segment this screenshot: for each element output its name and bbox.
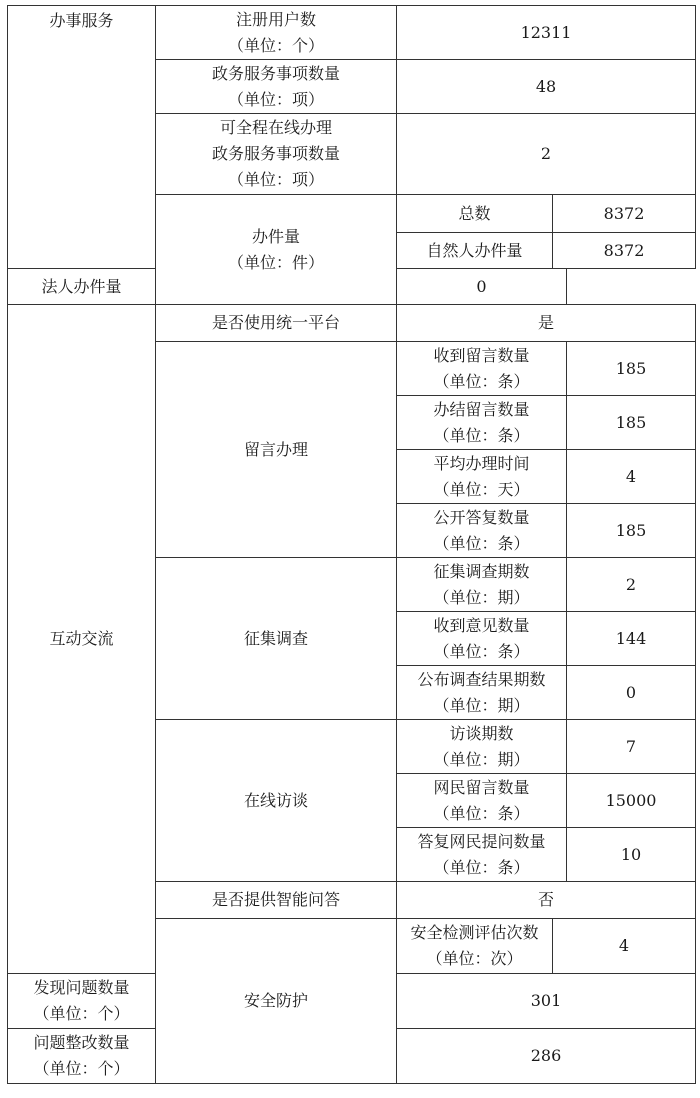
assessments-value: 4 bbox=[553, 919, 696, 974]
unit-label: （单位：期） bbox=[433, 695, 530, 715]
opinions-value: 144 bbox=[567, 612, 696, 666]
messages-group-label: 留言办理 bbox=[156, 342, 397, 558]
table-row bbox=[8, 305, 696, 342]
unit-label: （单位：条） bbox=[433, 641, 530, 661]
issues-fixed-label bbox=[8, 1029, 156, 1084]
unit-label: （单位：天） bbox=[433, 479, 530, 499]
messages-concluded-label bbox=[397, 396, 567, 450]
item-label: 可全程在线办理 bbox=[219, 118, 332, 137]
survey-results-value: 0 bbox=[567, 666, 696, 720]
item-label: 安全检测评估次数 bbox=[410, 923, 539, 942]
avg-time-value: 4 bbox=[567, 450, 696, 504]
cases-legal-label: 法人办件量 bbox=[8, 269, 156, 305]
opinions-label bbox=[397, 612, 567, 666]
online-items-value: 2 bbox=[397, 114, 696, 195]
public-replies-label bbox=[397, 504, 567, 558]
service-items-label bbox=[156, 60, 397, 114]
section-interaction: 互动交流 bbox=[8, 305, 156, 974]
survey-periods-value: 2 bbox=[567, 558, 696, 612]
avg-time-label bbox=[397, 450, 567, 504]
interview-periods-label bbox=[397, 720, 567, 774]
unit-label: （单位：件） bbox=[227, 252, 324, 272]
messages-concluded-value: 185 bbox=[567, 396, 696, 450]
answers-label bbox=[397, 828, 567, 882]
unit-label: （单位：项） bbox=[227, 89, 324, 109]
cases-legal-value: 0 bbox=[397, 269, 567, 305]
issues-fixed-value: 286 bbox=[397, 1029, 696, 1084]
item-label: 办结留言数量 bbox=[433, 399, 530, 419]
survey-group-label: 征集调查 bbox=[156, 558, 397, 720]
netizen-msgs-label bbox=[397, 774, 567, 828]
unit-label: （单位：条） bbox=[433, 803, 530, 823]
item-label: 注册用户数 bbox=[235, 9, 316, 29]
cases-natural-label: 自然人办件量 bbox=[397, 233, 553, 269]
unit-label: （单位：条） bbox=[433, 533, 530, 553]
interview-group-label: 在线访谈 bbox=[156, 720, 397, 882]
unit-label: （单位：条） bbox=[433, 857, 530, 877]
unified-platform-value: 是 bbox=[397, 305, 696, 342]
unit-label: （单位：个） bbox=[33, 1059, 130, 1078]
item-label: 政务服务事项数量 bbox=[211, 144, 340, 163]
survey-periods-label bbox=[397, 558, 567, 612]
smart-qa-label: 是否提供智能问答 bbox=[156, 882, 397, 919]
unit-label: （单位：次） bbox=[426, 949, 523, 968]
unified-platform-label: 是否使用统一平台 bbox=[156, 305, 397, 342]
unit-label: （单位：条） bbox=[433, 371, 530, 391]
smart-qa-value: 否 bbox=[397, 882, 696, 919]
unit-label: （单位：个） bbox=[227, 35, 324, 55]
cases-total-label: 总数 bbox=[397, 195, 553, 233]
section-service: 办事服务 bbox=[8, 6, 156, 269]
registered-users-label bbox=[156, 6, 397, 60]
unit-label: （单位：条） bbox=[433, 425, 530, 445]
item-label: 征集调查期数 bbox=[433, 561, 530, 581]
survey-results-label bbox=[397, 666, 567, 720]
netizen-msgs-value: 15000 bbox=[567, 774, 696, 828]
issues-found-value: 301 bbox=[397, 974, 696, 1029]
item-label: 政务服务事项数量 bbox=[211, 63, 340, 83]
cases-total-value: 8372 bbox=[553, 195, 696, 233]
interview-periods-value: 7 bbox=[567, 720, 696, 774]
cases-label bbox=[156, 195, 397, 305]
section-security: 安全防护 bbox=[156, 919, 397, 1084]
item-label: 收到意见数量 bbox=[433, 615, 530, 635]
answers-value: 10 bbox=[567, 828, 696, 882]
unit-label: （单位：个） bbox=[33, 1004, 130, 1023]
messages-received-value: 185 bbox=[567, 342, 696, 396]
item-label: 收到留言数量 bbox=[433, 345, 530, 365]
item-label: 答复网民提问数量 bbox=[417, 831, 546, 851]
public-replies-value: 185 bbox=[567, 504, 696, 558]
item-label: 网民留言数量 bbox=[433, 777, 530, 797]
unit-label: （单位：期） bbox=[433, 749, 530, 769]
unit-label: （单位：期） bbox=[433, 587, 530, 607]
item-label: 办件量 bbox=[251, 226, 300, 246]
unit-label: （单位：项） bbox=[227, 170, 324, 189]
item-label: 问题整改数量 bbox=[33, 1033, 130, 1052]
assessments-label bbox=[397, 919, 553, 974]
item-label: 公开答复数量 bbox=[433, 507, 530, 527]
messages-received-label bbox=[397, 342, 567, 396]
item-label: 访谈期数 bbox=[449, 723, 514, 743]
item-label: 公布调查结果期数 bbox=[417, 669, 546, 689]
cases-natural-value: 8372 bbox=[553, 233, 696, 269]
government-website-stats-table-wrapper bbox=[7, 5, 696, 1084]
online-items-label bbox=[156, 114, 397, 195]
item-label: 发现问题数量 bbox=[33, 978, 130, 997]
issues-found-label bbox=[8, 974, 156, 1029]
table-row bbox=[8, 6, 696, 60]
service-items-value: 48 bbox=[397, 60, 696, 114]
registered-users-value: 12311 bbox=[397, 6, 696, 60]
item-label: 平均办理时间 bbox=[433, 453, 530, 473]
government-website-stats-table bbox=[7, 5, 696, 1084]
